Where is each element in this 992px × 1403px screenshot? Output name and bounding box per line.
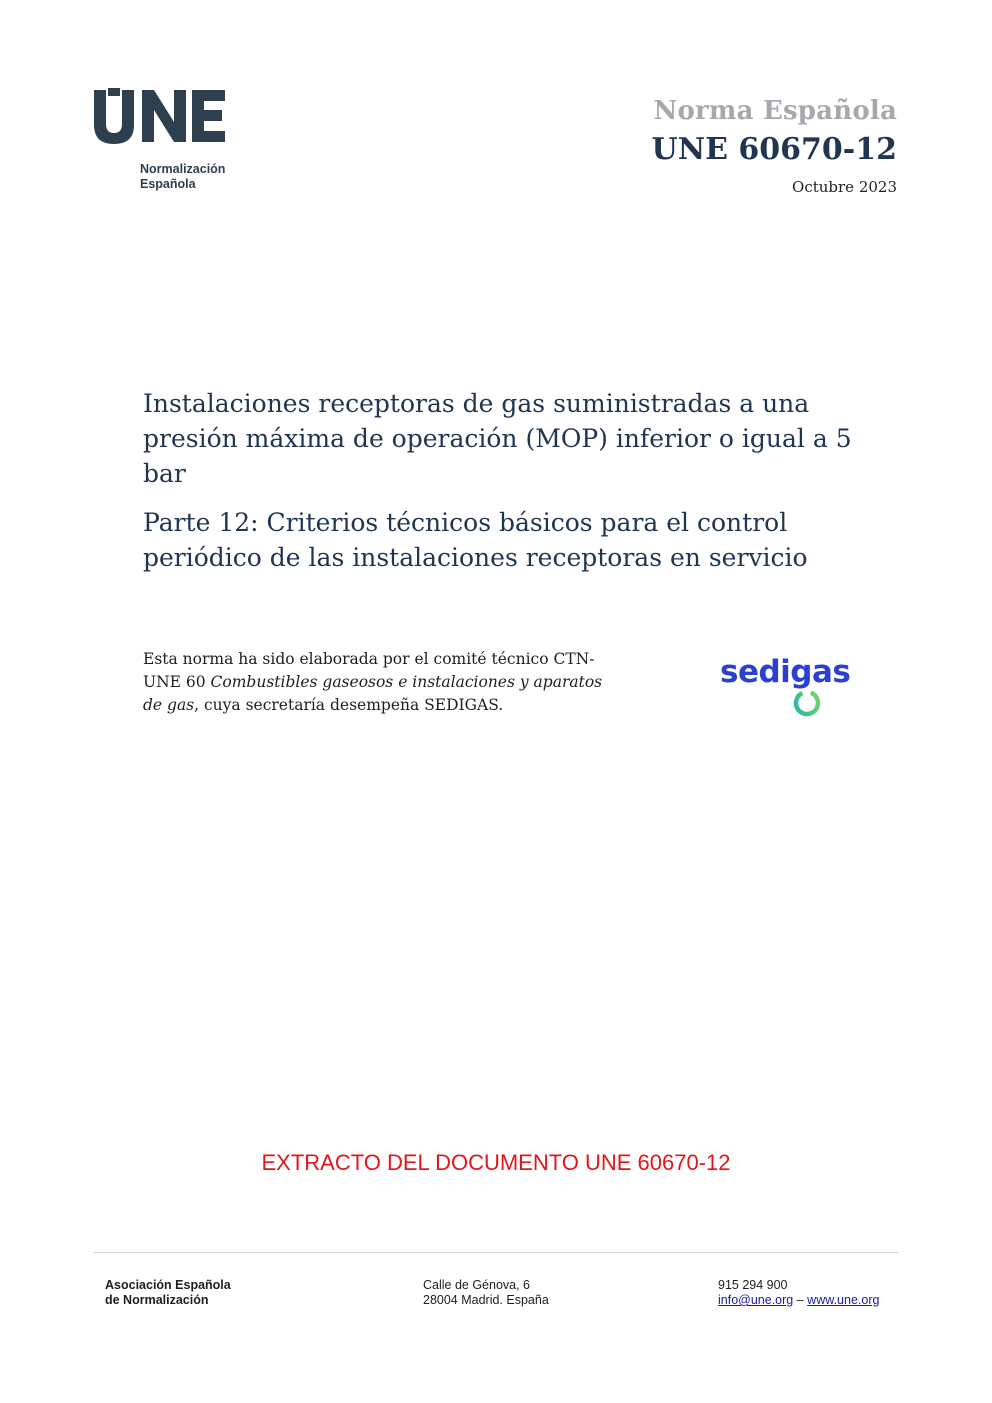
sedigas-logo <box>720 652 865 722</box>
committee-text-before: Esta norma ha sido elaborada por el comité técnico CTN-UNE 60 <box>143 650 595 691</box>
footer-organization <box>105 1278 231 1308</box>
footer-org-line2: de Normalización <box>105 1293 209 1307</box>
sedigas-wordmark: sedigas <box>720 654 851 690</box>
norma-date: Octubre 2023 <box>792 178 897 196</box>
logo-subtitle-line2: Española <box>140 177 196 191</box>
website-link[interactable]: www.une.org <box>807 1293 880 1307</box>
footer-phone: 915 294 900 <box>718 1278 788 1292</box>
norma-label: Norma Española <box>653 96 897 126</box>
norma-code: UNE 60670-12 <box>651 132 897 167</box>
footer-links <box>718 1293 879 1308</box>
logo-subtitle-line1: Normalización <box>140 162 226 176</box>
committee-statement <box>143 648 613 717</box>
document-title: Instalaciones receptoras de gas suministradas a una presión máxima de operación (MOP) inferior o igual a 5 bar <box>143 389 852 488</box>
committee-text-after: , cuya secretaría desempeña SEDIGAS. <box>194 696 504 714</box>
extract-notice: EXTRACTO DEL DOCUMENTO UNE 60670-12 <box>261 1150 731 1175</box>
footer-contact <box>718 1278 879 1308</box>
footer-address <box>423 1278 549 1308</box>
footer-divider <box>93 1252 899 1253</box>
footer-org-line1: Asociación Española <box>105 1278 231 1292</box>
footer-link-separator: – <box>796 1293 804 1307</box>
footer-address-line2: 28004 Madrid. España <box>423 1293 549 1307</box>
sedigas-ring-icon <box>792 688 822 718</box>
committee-name: Combustibles gaseosos e instalaciones y aparatos de gas <box>143 673 603 714</box>
une-logo <box>92 88 242 198</box>
email-link[interactable]: info@une.org <box>718 1293 794 1307</box>
une-wordmark-logo <box>92 88 227 144</box>
footer-address-line1: Calle de Génova, 6 <box>423 1278 531 1292</box>
document-part-title: Parte 12: Criterios técnicos básicos para el control periódico de las instalaciones receptoras en servicio <box>143 508 808 572</box>
